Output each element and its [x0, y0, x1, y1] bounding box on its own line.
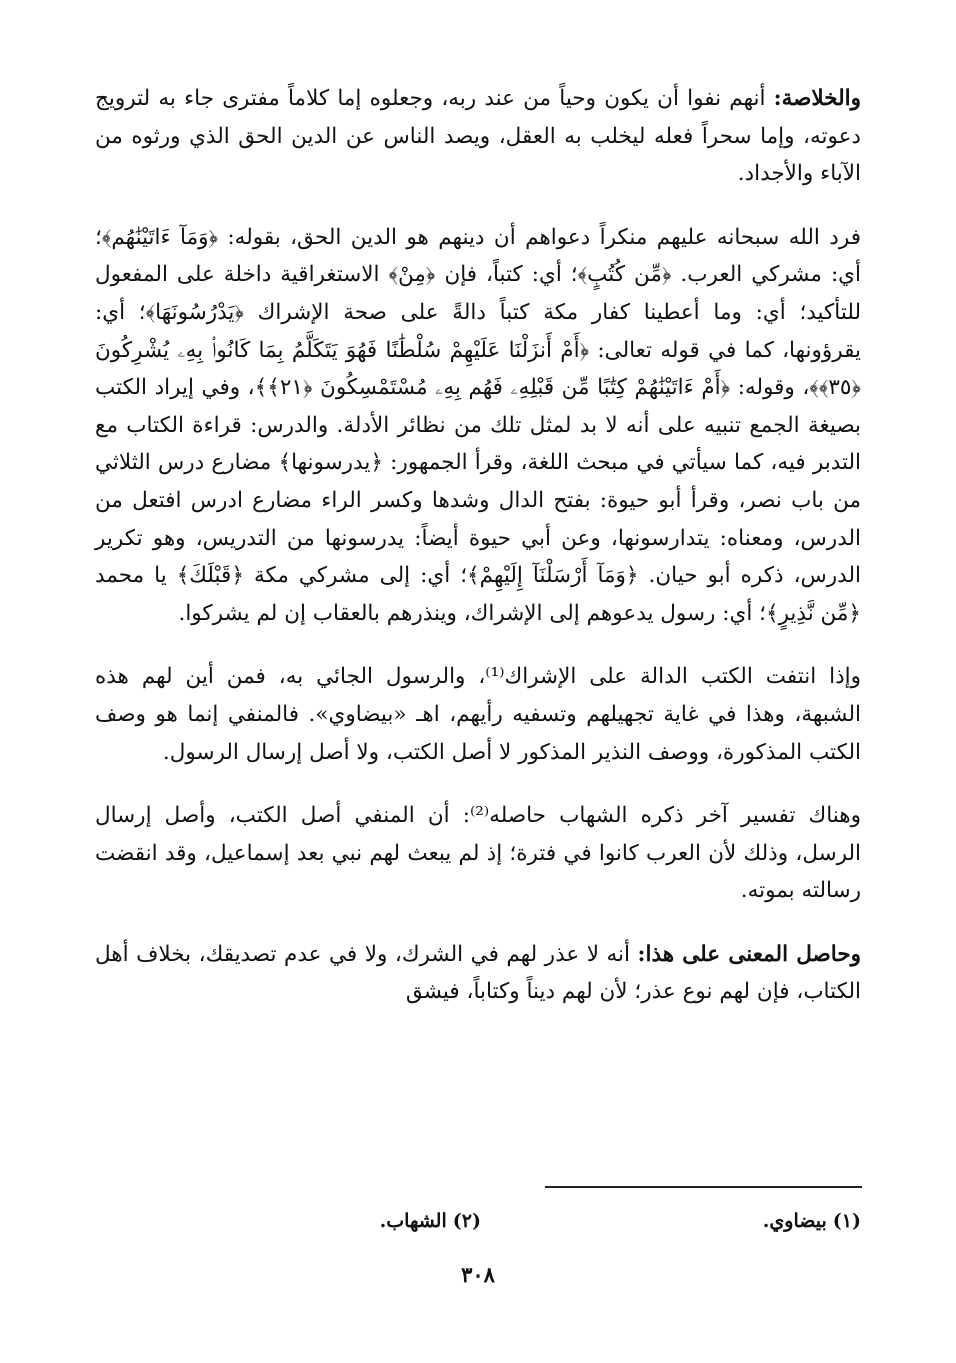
footnote-text: بيضاوي.: [762, 1210, 827, 1232]
page-number: ٣٠٨: [461, 1262, 495, 1287]
body-text: [95, 80, 861, 1037]
paragraph-refutation: [95, 219, 861, 633]
footnote-number: (١): [832, 1210, 861, 1232]
footnote-number: (٢): [452, 1210, 481, 1232]
paragraph-text: وإذا انتفت الكتب الدالة على الإشراك⁽¹⁾، والرسول الجائي به، فمن أين لهم هذه الشبهة، وهذا في غاية تجهيلهم وتسفيه رأيهم، اهـ «بيضاوي». فالمنفي إنما هو وصف الكتب المذكورة، ووصف النذير المذكور لا أصل الكتب، ولا أصل إرسال الرسول.: [95, 664, 861, 765]
paragraph-alternative-tafsir: [95, 797, 861, 910]
paragraph-negation: [95, 658, 861, 771]
paragraph-text: وهناك تفسير آخر ذكره الشهاب حاصله⁽²⁾: أن المنفي أصل الكتب، وأصل إرسال الرسل، وذلك لأن العرب كانوا في فترة؛ إذ لم يبعث لهم نبي بعد إسماعيل، وقد انقضت رسالته بموته.: [95, 803, 861, 904]
paragraph-lead: والخلاصة:: [773, 86, 861, 111]
paragraph-text: أنه لا عذر لهم في الشرك، ولا في عدم تصديقك، بخلاف أهل الكتاب، فإن لهم نوع عذر؛ لأن لهم ديناً وكتاباً، فيشق: [95, 941, 861, 1005]
paragraph-lead: وحاصل المعنى على هذا:: [637, 941, 862, 967]
footnote-text: الشهاب.: [379, 1210, 447, 1232]
footnotes: [95, 1205, 861, 1241]
footnote-1: [763, 1205, 861, 1237]
paragraph-summary: [95, 80, 861, 193]
footnote-2: [380, 1205, 481, 1237]
paragraph-meaning: [95, 936, 861, 1011]
paragraph-text: فرد الله سبحانه عليهم منكراً دعواهم أن دينهم هو الدين الحق، بقوله: ﴿وَمَآ ءَاتَيْنَٰهُم﴾؛ أي: مشركي العرب. ﴿مِّن كُتُبٍ﴾؛ أي: كتباً، فإن ﴿مِنْ﴾ الاستغراقية داخلة على المفعول للتأكيد؛ أي: وما أعطينا كفار مكة كتباً دالةً على صحة الإشراك ﴿يَدْرُسُونَهَا﴾؛ أي: يقرؤونها، كما في قوله تعالى: ﴿أَمْ أَنزَلْنَا عَلَيْهِمْ سُلْطَٰنًا فَهُوَ يَتَكَلَّمُ بِمَا كَانُوا۟ بِهِۦ يُشْرِكُونَ ﴿٣٥﴾﴾، وقوله: ﴿أَمْ ءَاتَيْنَٰهُمْ كِتَٰبًا مِّن قَبْلِهِۦ فَهُم بِهِۦ مُسْتَمْسِكُونَ ﴿٢١﴾﴾، وفي إيراد الكتب بصيغة الجمع تنبيه على أنه لا بد لمثل تلك من نظائر الأدلة. والدرس: قراءة الكتاب مع التدبر فيه، كما سيأتي في مبحث اللغة، وقرأ الجمهور: ﴿يدرسونها﴾ مضارع درس الثلاثي من باب نصر، وقرأ أبو حيوة: بفتح الدال وشدها وكسر الراء مضارع ادرس افتعل من الدرس، ومعناه: يتدارسونها، وعن أبي حيوة أيضاً: يدرسونها من التدريس، وهو تكرير الدرس، ذكره أبو حيان. ﴿وَمَآ أَرْسَلْنَآ إِلَيْهِمْ﴾؛ أي: إلى مشركي مكة ﴿قَبْلَكَ﴾ يا محمد ﴿مِّن نَّذِيرٍ﴾؛ أي: رسول يدعوهم إلى الإشراك، وينذرهم بالعقاب إن لم يشركوا.: [95, 224, 861, 626]
footnote-divider: [545, 1186, 862, 1188]
paragraph-text: أنهم نفوا أن يكون وحياً من عند ربه، وجعلوه إما كلاماً مفترى جاء به لترويج دعوته، وإما سحراً فعله ليخلب به العقل، ويصد الناس عن الدين الحق الذي ورثوه من الآباء والأجداد.: [95, 86, 861, 187]
